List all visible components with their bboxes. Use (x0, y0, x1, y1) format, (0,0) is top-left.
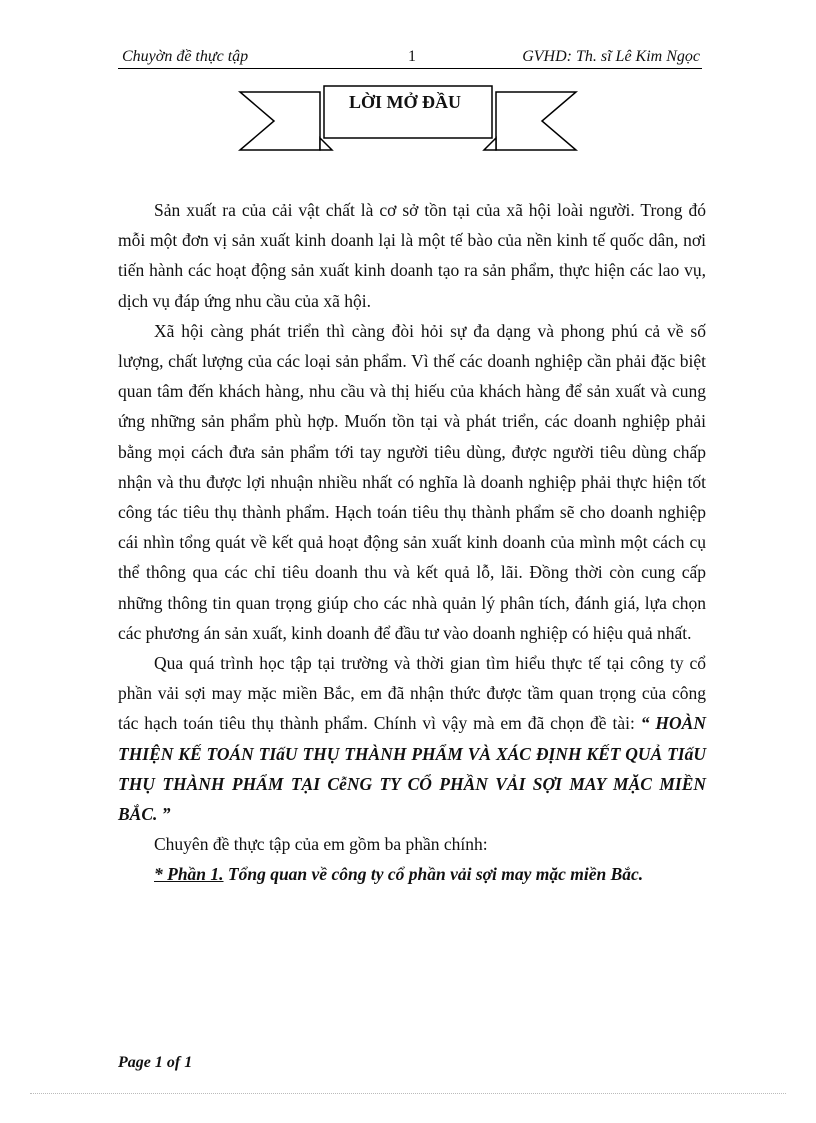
page-header (118, 46, 702, 69)
header-document-type: Chuyờn đề thực tập (122, 48, 249, 65)
paragraph-3-intro: Qua quá trình học tập tại trường và thời gian tìm hiểu thực tế tại công ty cổ phần vải sợi may mặc miền Bắc, em đã nhận thức được tầm quan trọng của công tác hạch toán tiêu thụ thành phẩm. Chính vì vậy mà em đã chọn đề tài: (118, 653, 706, 734)
part-1-text: Tổng quan về công ty cổ phần vải sợi may mặc miền Bắc. (223, 864, 644, 885)
paragraph-2: Xã hội càng phát triển thì càng đòi hỏi sự đa dạng và phong phú cả về số lượng, chất lượng của các loại sản phẩm. Vì thế các doanh nghiệp cần phải đặc biệt quan tâm đến khách hàng, nhu cầu và thị hiếu của khách hàng để sản xuất và cung ứng những sản phẩm phù hợp. Muốn tồn tại và phát triển, các doanh nghiệp phải bằng mọi cách đưa sản phẩm tới tay người tiêu dùng, được người tiêu dùng chấp nhận và thu được lợi nhuận nhiều nhất có nghĩa là doanh nghiệp phải thực hiện tốt công tác tiêu thụ thành phẩm. Hạch toán tiêu thụ thành phẩm sẽ cho doanh nghiệp cái nhìn tổng quát về kết quả hoạt động sản xuất kinh doanh của mình một cách cụ thể thông qua các chỉ tiêu doanh thu và kết quả lỗ, lãi. Đồng thời còn cung cấp những thông tin quan trọng giúp cho các nhà quản lý phân tích, đánh giá, lựa chọn các phương án sản xuất, kinh doanh để đầu tư vào doanh nghiệp có hiệu quả nhất. (118, 320, 706, 643)
header-page-number: 1 (408, 48, 416, 65)
ribbon-right-tail (496, 92, 576, 150)
paragraph-3 (118, 648, 706, 829)
ribbon-left-tail (240, 92, 320, 150)
document-body (118, 195, 706, 890)
page-title: LỜI MỞ ĐẦU (349, 92, 461, 112)
thesis-topic: “ HOÀN THIỆN KẾ TOÁN TIấU THỤ THÀNH PHẨM VÀ XÁC ĐỊNH KẾT QUẢ TIấU THỤ THÀNH PHẨM TẠI CễNG TY CỔ PHẦN VẢI SỢI MAY MẶC MIỀN BẮC. ” (118, 713, 706, 825)
paragraph-4: Chuyên đề thực tập của em gồm ba phần chính: (154, 834, 488, 855)
paragraph-1: Sản xuất ra của cải vật chất là cơ sở tồn tại của xã hội loài người. Trong đó mỗi một đơn vị sản xuất kinh doanh lại là một tế bào của nền kinh tế quốc dân, nơi tiến hành các hoạt động sản xuất kinh doanh tạo ra sản phẩm, thực hiện các lao vụ, dịch vụ đáp ứng nhu cầu của xã hội. (118, 200, 706, 311)
header-supervisor: GVHD: Th. sĩ Lê Kim Ngọc (522, 48, 700, 65)
page-separator (30, 1093, 786, 1094)
page-footer: Page 1 of 1 (118, 1054, 193, 1071)
part-1-label: * Phần 1. (154, 864, 224, 885)
part-1-heading (118, 859, 706, 889)
